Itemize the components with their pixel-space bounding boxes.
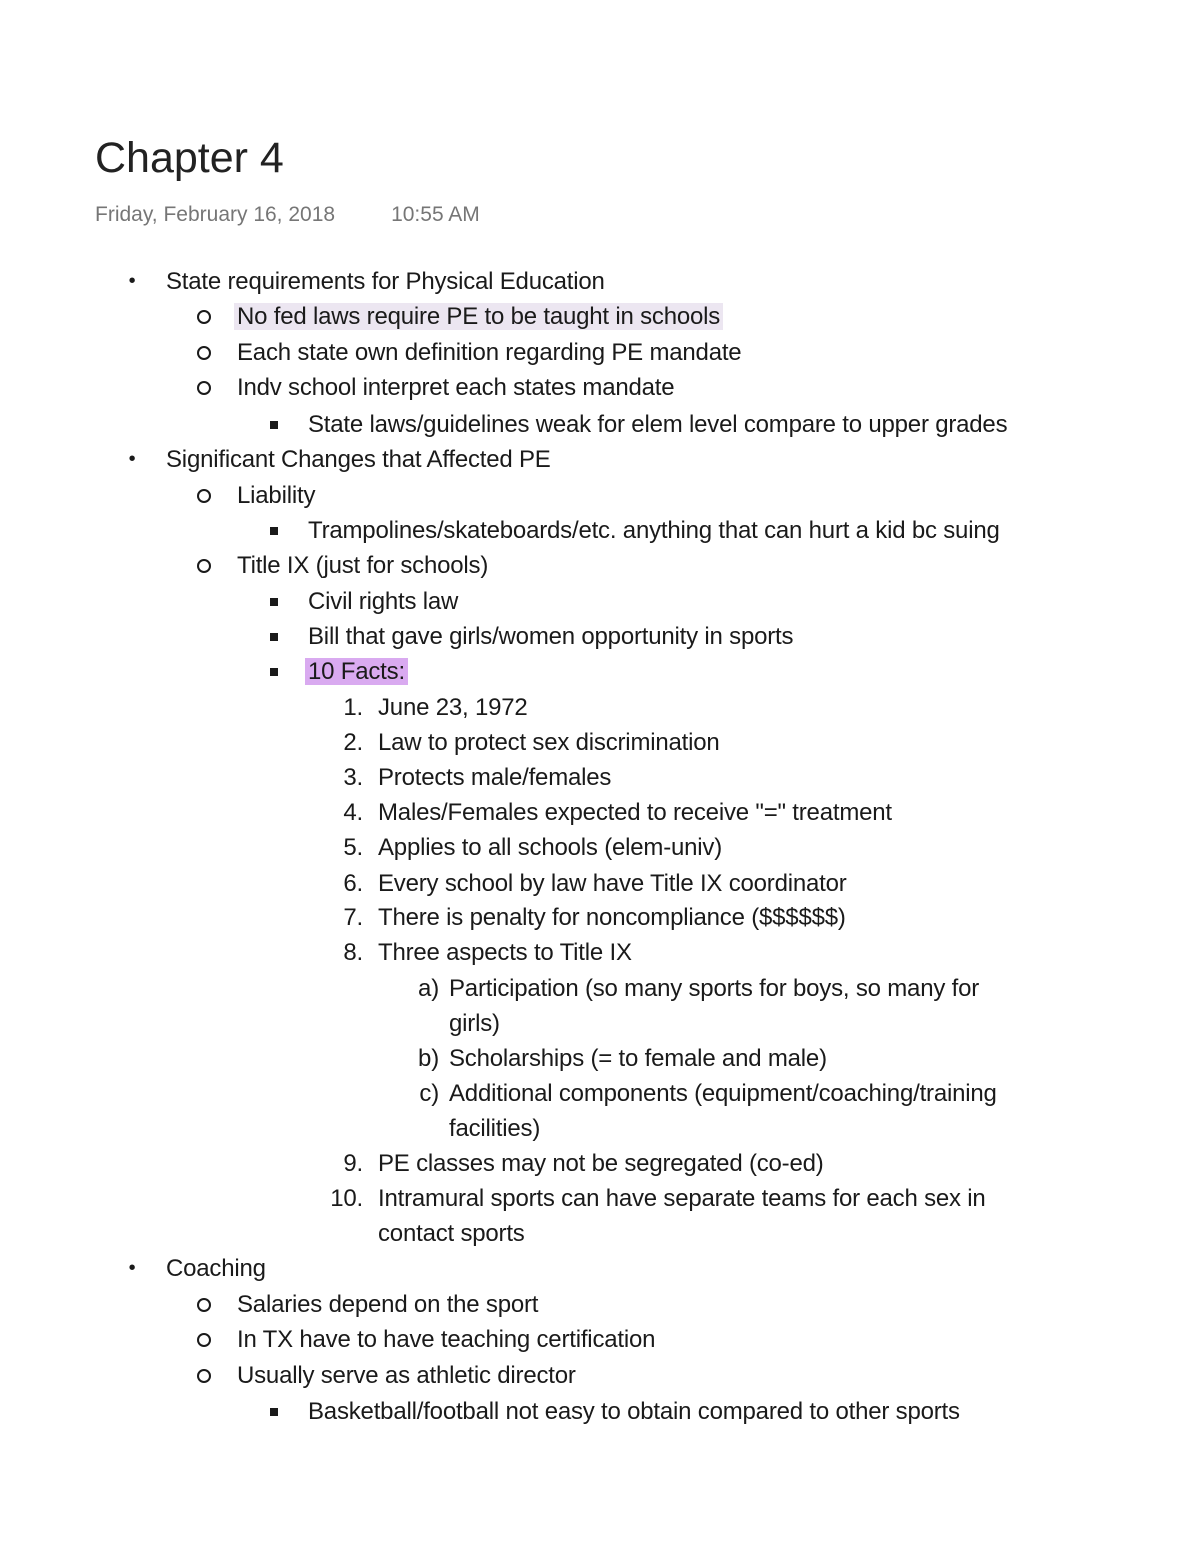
bullet-circle-icon xyxy=(197,1333,211,1347)
numbered-item xyxy=(343,690,528,725)
item-number: 1. xyxy=(343,694,363,721)
outline-item xyxy=(308,584,458,619)
outline-item-text: Applies to all schools (elem-univ) xyxy=(378,834,723,861)
bullet-circle-icon xyxy=(197,1298,211,1312)
numbered-item xyxy=(343,1146,824,1181)
outline-item xyxy=(128,442,551,477)
numbered-item xyxy=(343,866,847,901)
outline-item-text: Every school by law have Title IX coordinator xyxy=(378,870,847,897)
lettered-item xyxy=(418,1041,827,1076)
outline-item-text: Salaries depend on the sport xyxy=(237,1291,539,1318)
page-date: Friday, February 16, 2018 xyxy=(95,203,336,226)
bullet-square-icon xyxy=(270,1408,278,1416)
lettered-item xyxy=(418,971,980,1006)
bullet-dot-icon: • xyxy=(128,1257,136,1279)
item-letter: b) xyxy=(418,1045,439,1072)
outline-item xyxy=(237,1358,576,1393)
outline-item xyxy=(128,1251,266,1286)
outline-item xyxy=(237,1322,655,1357)
bullet-square-icon xyxy=(270,633,278,641)
outline-item-text: Each state own definition regarding PE mandate xyxy=(237,339,742,366)
bullet-dot-icon: • xyxy=(128,448,136,470)
outline-item-text: Title IX (just for schools) xyxy=(237,552,489,579)
continuation-line xyxy=(378,1216,525,1251)
outline-item-text: There is penalty for noncompliance ($$$$$$) xyxy=(378,904,846,931)
item-number: 8. xyxy=(343,939,363,966)
bullet-square-icon xyxy=(270,668,278,676)
outline-item xyxy=(308,407,1007,442)
highlighted-text: 10 Facts: xyxy=(305,658,408,685)
numbered-item xyxy=(343,725,720,760)
outline-item-text: Basketball/football not easy to obtain compared to other sports xyxy=(308,1398,960,1425)
page-meta xyxy=(95,200,480,230)
outline-item-text: girls) xyxy=(449,1010,500,1037)
outline-item-text: State laws/guidelines weak for elem level compare to upper grades xyxy=(308,411,1008,438)
outline-item-text: Additional components (equipment/coaching/training xyxy=(449,1080,997,1107)
numbered-item xyxy=(343,935,632,970)
outline-item-text: Usually serve as athletic director xyxy=(237,1362,576,1389)
bullet-square-icon xyxy=(270,421,278,429)
item-number: 2. xyxy=(343,729,363,756)
bullet-circle-icon xyxy=(197,346,211,360)
outline-item xyxy=(237,548,488,583)
lettered-item xyxy=(419,1076,997,1111)
numbered-item xyxy=(343,900,846,935)
outline-item-text: Three aspects to Title IX xyxy=(378,939,632,966)
outline-item xyxy=(308,619,793,654)
outline-item-text: facilities) xyxy=(449,1115,541,1142)
continuation-line xyxy=(449,1006,500,1041)
bullet-circle-icon xyxy=(197,1369,211,1383)
item-number: 5. xyxy=(343,834,363,861)
item-letter: a) xyxy=(418,975,439,1002)
highlighted-text: No fed laws require PE to be taught in schools xyxy=(234,303,723,330)
outline-item xyxy=(128,264,605,299)
outline-item-text: Intramural sports can have separate teams for each sex in xyxy=(378,1185,986,1212)
outline-item-text: Protects male/females xyxy=(378,764,612,791)
outline-item-text: Coaching xyxy=(166,1255,266,1282)
bullet-square-icon xyxy=(270,598,278,606)
outline-item-text: Significant Changes that Affected PE xyxy=(166,446,551,473)
outline-item-text: Bill that gave girls/women opportunity in sports xyxy=(308,623,794,650)
outline-item-text: Liability xyxy=(237,482,316,509)
outline-item-text: Scholarships (= to female and male) xyxy=(449,1045,827,1072)
outline-item-text: State requirements for Physical Education xyxy=(166,268,605,295)
item-number: 7. xyxy=(343,904,363,931)
bullet-circle-icon xyxy=(197,310,211,324)
item-letter: c) xyxy=(419,1080,439,1107)
outline-item xyxy=(308,654,408,689)
bullet-dot-icon: • xyxy=(128,270,136,292)
outline-item-text: June 23, 1972 xyxy=(378,694,528,721)
page-time: 10:55 AM xyxy=(391,203,480,226)
outline-item-text: Civil rights law xyxy=(308,588,459,615)
outline-item-text: contact sports xyxy=(378,1220,525,1247)
item-number: 10. xyxy=(330,1185,363,1212)
outline-item-text: In TX have to have teaching certification xyxy=(237,1326,656,1353)
outline-item-text: Participation (so many sports for boys, so many for xyxy=(449,975,980,1002)
outline-item xyxy=(237,370,674,405)
outline-item xyxy=(308,513,1000,548)
item-number: 6. xyxy=(343,870,363,897)
outline-item xyxy=(237,299,723,334)
continuation-line xyxy=(449,1111,540,1146)
outline-item-text: Males/Females expected to receive "=" treatment xyxy=(378,799,892,826)
page-title: Chapter 4 xyxy=(95,134,284,182)
outline-item xyxy=(237,335,741,370)
bullet-circle-icon xyxy=(197,381,211,395)
item-number: 4. xyxy=(343,799,363,826)
outline-item-text: PE classes may not be segregated (co-ed) xyxy=(378,1150,824,1177)
numbered-item xyxy=(343,795,892,830)
item-number: 9. xyxy=(343,1150,363,1177)
bullet-circle-icon xyxy=(197,559,211,573)
outline-item xyxy=(308,1394,960,1429)
numbered-item xyxy=(343,760,612,795)
outline-item-text: Trampolines/skateboards/etc. anything that can hurt a kid bc suing xyxy=(308,517,1000,544)
outline-item-text: Indv school interpret each states mandate xyxy=(237,374,675,401)
numbered-item xyxy=(343,830,723,865)
outline-item xyxy=(237,1287,538,1322)
outline-item xyxy=(237,478,315,513)
bullet-square-icon xyxy=(270,527,278,535)
item-number: 3. xyxy=(343,764,363,791)
bullet-circle-icon xyxy=(197,489,211,503)
numbered-item xyxy=(330,1181,986,1216)
outline-item-text: Law to protect sex discrimination xyxy=(378,729,720,756)
